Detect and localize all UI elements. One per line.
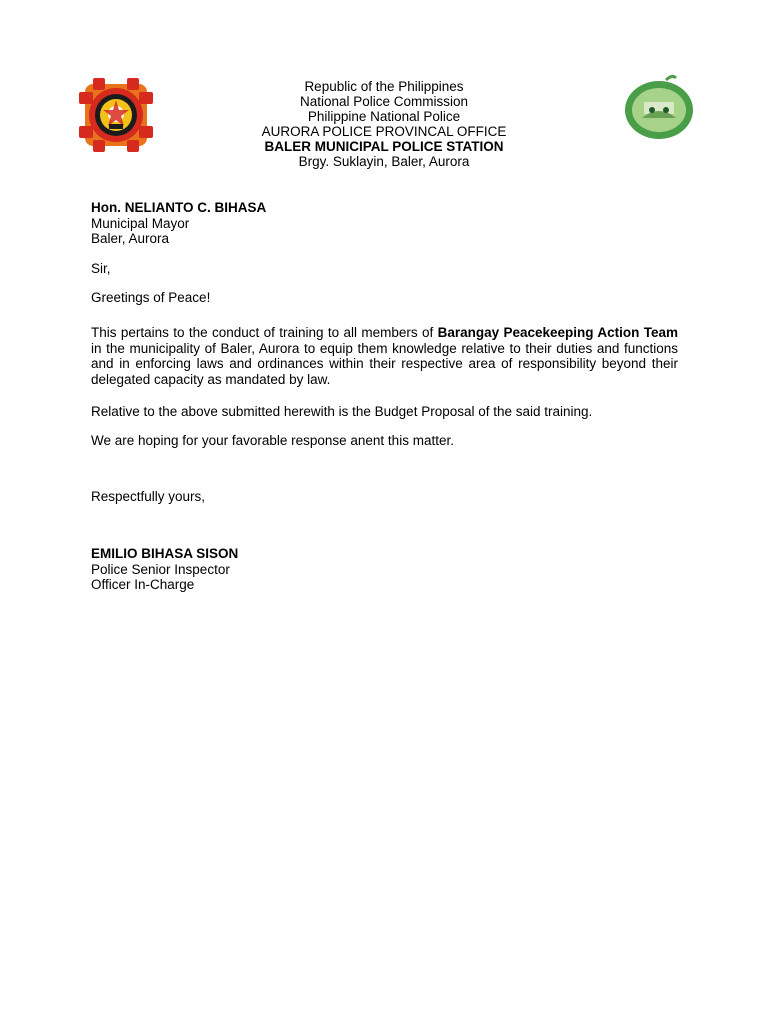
signatory-rank: Police Senior Inspector: [91, 561, 230, 577]
paragraph-response: We are hoping for your favorable response anent this matter.: [91, 433, 454, 448]
salutation: Sir,: [91, 261, 111, 276]
paragraph-training: [91, 325, 678, 387]
recipient-block: [91, 200, 678, 247]
letterhead-line-address: Brgy. Suklayin, Baler, Aurora: [298, 154, 470, 169]
paragraph-budget: Relative to the above submitted herewith is the Budget Proposal of the said training.: [91, 404, 593, 419]
letterhead-line-pnp: Philippine National Police: [307, 109, 461, 124]
pnp-seal-icon: [79, 78, 153, 152]
paragraph-training-lead: This pertains to the conduct of training to all members of: [91, 325, 438, 340]
closing: Respectfully yours,: [91, 489, 206, 504]
recipient-name: Hon. NELIANTO C. BIHASA: [91, 200, 267, 215]
signatory-position: Officer In-Charge: [91, 577, 195, 592]
letterhead-line-station: BALER MUNICIPAL POLICE STATION: [264, 139, 504, 154]
letterhead-line-republic: Republic of the Philippines: [304, 79, 464, 94]
paragraph-training-team-name: Barangay Peacekeeping Action Team: [437, 325, 679, 340]
letterhead-line-napolcom: National Police Commission: [299, 94, 469, 109]
signatory-block: [91, 546, 678, 593]
paragraph-training-rest: in the municipality of Baler, Aurora to equip them knowledge relative to their duties and functions and in enforcing laws and ordinances within their respective area of responsibility beyond their delegated capacity as mandated by law.: [91, 340, 678, 387]
letterhead-line-provincial-office: AURORA POLICE PROVINCAL OFFICE: [261, 124, 507, 139]
bayan-ng-baler-seal-icon: [622, 74, 696, 140]
letterhead: [184, 79, 584, 169]
recipient-location: Baler, Aurora: [91, 231, 170, 246]
greeting: Greetings of Peace!: [91, 290, 211, 305]
signatory-name: EMILIO BIHASA SISON: [91, 546, 239, 561]
recipient-title: Municipal Mayor: [91, 215, 190, 231]
